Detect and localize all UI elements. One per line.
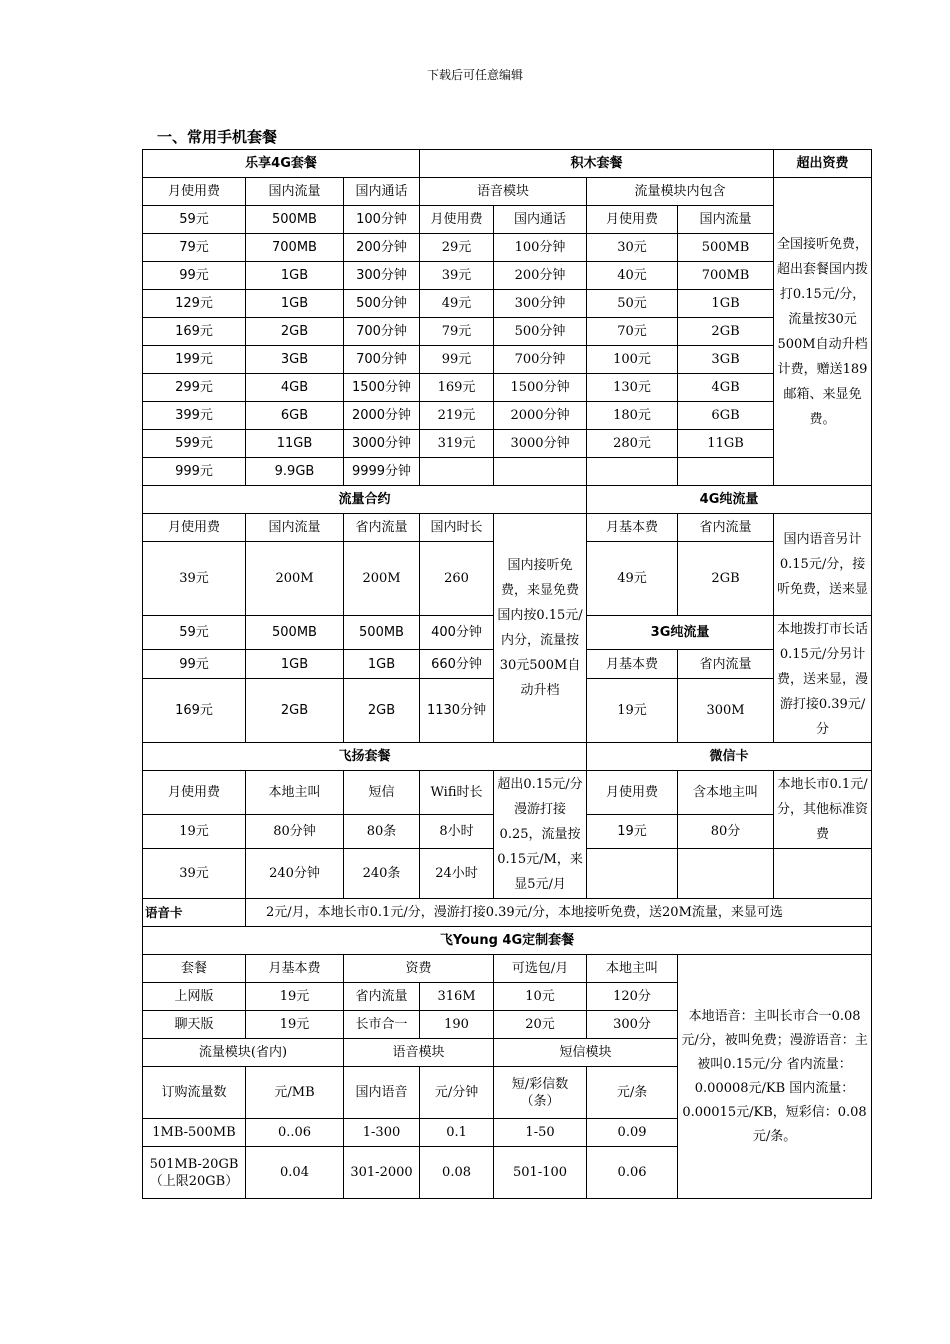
table-cell: 2000分钟 — [494, 402, 587, 430]
table-cell: 聊天版 — [143, 1011, 246, 1039]
col-header: 月使用费 — [143, 771, 246, 815]
table-cell: 700分钟 — [344, 318, 420, 346]
table-cell: 70元 — [587, 318, 678, 346]
table-cell: 501-100 — [494, 1147, 587, 1199]
table-cell: 500MB — [246, 616, 344, 650]
col-header: 国内通话 — [344, 178, 420, 206]
heyue-title: 流量合约 — [143, 486, 587, 514]
table-cell: 120分 — [587, 983, 678, 1011]
table-cell: 1-300 — [344, 1119, 420, 1147]
table-cell: 99元 — [420, 346, 494, 374]
table-cell: 301-2000 — [344, 1147, 420, 1199]
col-header: 本地主叫 — [246, 771, 344, 815]
table-cell: 99元 — [143, 262, 246, 290]
table-cell: 1GB — [246, 290, 344, 318]
feiyang-title: 飞扬套餐 — [143, 743, 587, 771]
table-cell: 2GB — [246, 318, 344, 346]
table-cell: 80条 — [344, 815, 420, 849]
col-header: 月基本费 — [246, 955, 344, 983]
table-cell — [678, 458, 774, 486]
jimu-title: 积木套餐 — [420, 150, 774, 178]
table-cell: 169元 — [420, 374, 494, 402]
table-cell: 0.09 — [587, 1119, 678, 1147]
table-cell: 660分钟 — [420, 650, 494, 679]
table-cell: 2GB — [678, 318, 774, 346]
feiyoung-note: 本地语音：主叫长市合一0.08元/分，被叫免费；漫游语音：主被叫0.15元/分 省内流量：0.00008元/KB 国内流量：0.00015元/KB，短彩信：0.08元/条。 — [678, 955, 872, 1199]
table-cell: 20元 — [494, 1011, 587, 1039]
table-cell: 0.1 — [420, 1119, 494, 1147]
table-cell: 999元 — [143, 458, 246, 486]
table-cell: 省内流量 — [344, 983, 420, 1011]
table-cell: 129元 — [143, 290, 246, 318]
table-cell: 2GB — [246, 679, 344, 743]
table-cell: 长市合一 — [344, 1011, 420, 1039]
col-header: 元/条 — [587, 1067, 678, 1119]
plans-table — [142, 149, 872, 1199]
table-cell: 700分钟 — [344, 346, 420, 374]
table-cell: 316M — [420, 983, 494, 1011]
table-cell: 200M — [246, 542, 344, 616]
table-cell: 9.9GB — [246, 458, 344, 486]
table-cell: 599元 — [143, 430, 246, 458]
table-cell: 190 — [420, 1011, 494, 1039]
col-header: 订购流量数 — [143, 1067, 246, 1119]
table-cell: 上网版 — [143, 983, 246, 1011]
table-cell: 300分钟 — [494, 290, 587, 318]
table-cell — [678, 849, 774, 899]
table-cell: 1GB — [344, 650, 420, 679]
table-cell: 6GB — [678, 402, 774, 430]
table-cell: 180元 — [587, 402, 678, 430]
table-cell: 8小时 — [420, 815, 494, 849]
col-header: 月基本费 — [587, 514, 678, 542]
col-header: 本地主叫 — [587, 955, 678, 983]
section-title: 一、常用手机套餐 — [157, 128, 278, 146]
col-header: 月基本费 — [587, 650, 678, 679]
yuyinka-label: 语音卡 — [143, 899, 246, 927]
table-cell: 200分钟 — [344, 234, 420, 262]
table-cell: 500MB — [678, 234, 774, 262]
col-header: 流量模块内包含 — [587, 178, 774, 206]
table-cell: 3GB — [678, 346, 774, 374]
table-cell: 19元 — [246, 983, 344, 1011]
table-cell: 3000分钟 — [344, 430, 420, 458]
chaochu-note: 全国接听免费，超出套餐国内拨打0.15元/分，流量按30元500M自动升档计费，赠送189邮箱、来显免费。 — [774, 178, 872, 486]
table-cell: 80分钟 — [246, 815, 344, 849]
table-cell — [587, 849, 678, 899]
feiyoung-title: 飞Young 4G定制套餐 — [143, 927, 872, 955]
table-cell: 79元 — [420, 318, 494, 346]
table-cell: 4GB — [246, 374, 344, 402]
col-header: 元/分钟 — [420, 1067, 494, 1119]
col-header: 短/彩信数（条） — [494, 1067, 587, 1119]
table-cell: 219元 — [420, 402, 494, 430]
table-cell: 0.08 — [420, 1147, 494, 1199]
table-cell: 500分钟 — [344, 290, 420, 318]
table-cell: 280元 — [587, 430, 678, 458]
table-cell: 2GB — [678, 542, 774, 616]
table-cell: 10元 — [494, 983, 587, 1011]
table-cell: 9999分钟 — [344, 458, 420, 486]
col-header: Wifi时长 — [420, 771, 494, 815]
feiyang-note: 超出0.15元/分漫游打接0.25，流量按0.15元/M，来显5元/月 — [494, 771, 587, 899]
table-cell: 700分钟 — [494, 346, 587, 374]
table-cell: 6GB — [246, 402, 344, 430]
table-cell: 1GB — [246, 650, 344, 679]
table-cell: 240分钟 — [246, 849, 344, 899]
col-header: 短信 — [344, 771, 420, 815]
col-header: 国内流量 — [246, 178, 344, 206]
page-header: 下载后可任意编辑 — [426, 68, 523, 82]
col-header: 国内通话 — [494, 206, 587, 234]
table-cell: 0.04 — [246, 1147, 344, 1199]
col-header: 短信模块 — [494, 1039, 678, 1067]
table-cell: 300分钟 — [344, 262, 420, 290]
col-header: 流量模块(省内) — [143, 1039, 344, 1067]
table-cell: 300分 — [587, 1011, 678, 1039]
g3-note: 本地拨打市长话0.15元/分另计费，送来显，漫游打接0.39元/分 — [774, 616, 872, 743]
lexiang-title: 乐享4G套餐 — [143, 150, 420, 178]
table-cell: 79元 — [143, 234, 246, 262]
table-cell: 49元 — [587, 542, 678, 616]
heyue-note: 国内接听免费，来显免费国内按0.15元/内分，流量按30元500M自动升档 — [494, 514, 587, 743]
col-header: 国内流量 — [678, 206, 774, 234]
table-cell: 1MB-500MB — [143, 1119, 246, 1147]
table-cell: 100元 — [587, 346, 678, 374]
table-cell: 80分 — [678, 815, 774, 849]
table-cell: 500MB — [344, 616, 420, 650]
table-cell: 30元 — [587, 234, 678, 262]
table-cell: 260 — [420, 542, 494, 616]
yuyinka-text: 2元/月，本地长市0.1元/分，漫游打接0.39元/分，本地接听免费，送20M流量，来显可选 — [246, 899, 872, 927]
table-cell: 39元 — [143, 542, 246, 616]
table-cell: 501MB-20GB（上限20GB） — [143, 1147, 246, 1199]
table-cell: 319元 — [420, 430, 494, 458]
chaochu-title: 超出资费 — [774, 150, 872, 178]
table-cell: 1500分钟 — [344, 374, 420, 402]
col-header: 月使用费 — [143, 178, 246, 206]
col-header: 国内流量 — [246, 514, 344, 542]
table-cell: 1-50 — [494, 1119, 587, 1147]
table-cell: 50元 — [587, 290, 678, 318]
table-cell: 200分钟 — [494, 262, 587, 290]
col-header: 国内语音 — [344, 1067, 420, 1119]
col-header: 省内流量 — [678, 650, 774, 679]
col-header: 资费 — [344, 955, 494, 983]
table-cell: 99元 — [143, 650, 246, 679]
col-header: 套餐 — [143, 955, 246, 983]
table-cell: 3GB — [246, 346, 344, 374]
table-cell: 700MB — [246, 234, 344, 262]
col-header: 国内时长 — [420, 514, 494, 542]
table-cell: 2000分钟 — [344, 402, 420, 430]
col-header: 月使用费 — [420, 206, 494, 234]
table-cell: 299元 — [143, 374, 246, 402]
table-cell: 24小时 — [420, 849, 494, 899]
table-cell: 19元 — [246, 1011, 344, 1039]
table-cell: 400分钟 — [420, 616, 494, 650]
weixin-note: 本地长市0.1元/分，其他标准资费 — [774, 771, 872, 849]
table-cell: 1500分钟 — [494, 374, 587, 402]
table-cell: 0.06 — [587, 1147, 678, 1199]
table-cell: 39元 — [143, 849, 246, 899]
table-cell: 1GB — [678, 290, 774, 318]
table-cell: 39元 — [420, 262, 494, 290]
col-header: 语音模块 — [420, 178, 587, 206]
table-cell: 40元 — [587, 262, 678, 290]
table-cell: 700MB — [678, 262, 774, 290]
g4-title: 4G纯流量 — [587, 486, 872, 514]
col-header: 月使用费 — [143, 514, 246, 542]
table-cell: 19元 — [587, 815, 678, 849]
table-cell — [420, 458, 494, 486]
col-header: 月使用费 — [587, 206, 678, 234]
table-cell — [494, 458, 587, 486]
col-header: 省内流量 — [678, 514, 774, 542]
col-header: 省内流量 — [344, 514, 420, 542]
table-cell: 59元 — [143, 206, 246, 234]
table-cell: 29元 — [420, 234, 494, 262]
table-cell: 500分钟 — [494, 318, 587, 346]
table-cell: 500MB — [246, 206, 344, 234]
table-cell: 240条 — [344, 849, 420, 899]
table-cell: 3000分钟 — [494, 430, 587, 458]
table-cell: 100分钟 — [344, 206, 420, 234]
table-cell: 169元 — [143, 679, 246, 743]
table-cell: 399元 — [143, 402, 246, 430]
g3-title: 3G纯流量 — [587, 616, 774, 650]
table-cell: 1GB — [246, 262, 344, 290]
table-cell: 2GB — [344, 679, 420, 743]
table-cell: 49元 — [420, 290, 494, 318]
table-cell: 300M — [678, 679, 774, 743]
table-cell — [774, 849, 872, 899]
col-header: 可选包/月 — [494, 955, 587, 983]
table-cell — [587, 458, 678, 486]
table-cell: 169元 — [143, 318, 246, 346]
col-header: 语音模块 — [344, 1039, 494, 1067]
g4-note: 国内语音另计0.15元/分，接听免费，送来显 — [774, 514, 872, 616]
table-cell: 4GB — [678, 374, 774, 402]
table-cell: 19元 — [587, 679, 678, 743]
table-cell: 199元 — [143, 346, 246, 374]
col-header: 元/MB — [246, 1067, 344, 1119]
table-cell: 11GB — [678, 430, 774, 458]
table-cell: 59元 — [143, 616, 246, 650]
col-header: 含本地主叫 — [678, 771, 774, 815]
table-cell: 0..06 — [246, 1119, 344, 1147]
col-header: 月使用费 — [587, 771, 678, 815]
table-cell: 200M — [344, 542, 420, 616]
weixin-title: 微信卡 — [587, 743, 872, 771]
table-cell: 1130分钟 — [420, 679, 494, 743]
table-cell: 100分钟 — [494, 234, 587, 262]
table-cell: 130元 — [587, 374, 678, 402]
table-cell: 11GB — [246, 430, 344, 458]
table-cell: 19元 — [143, 815, 246, 849]
